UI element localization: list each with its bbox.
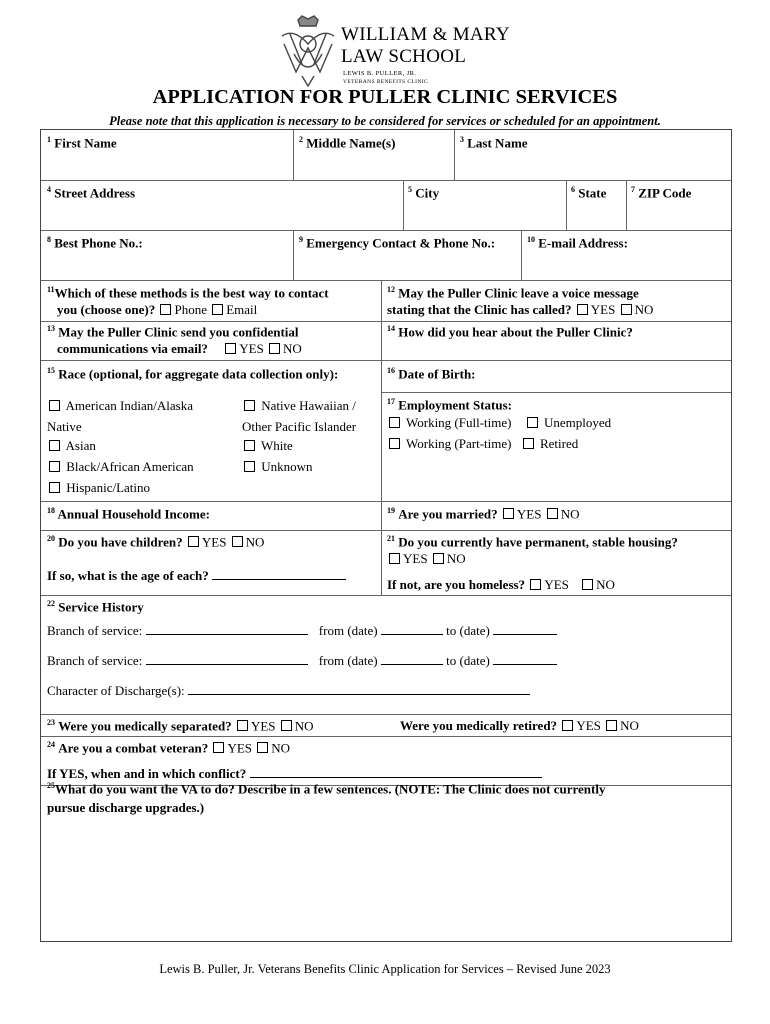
checkbox[interactable] [49,400,60,411]
race-question: $^{15}$ Race (optional, for aggregate data collection only): [47,366,339,382]
combat-yes-checkbox[interactable] [213,742,224,753]
medically-retired-question: Were you medically retired? YES NO [400,718,639,733]
race-option-unknown[interactable]: Unknown [242,459,313,475]
combat-no-checkbox[interactable] [257,742,268,753]
working-full-time-checkbox[interactable] [389,417,400,428]
race-option-hispanic[interactable]: Hispanic/Latino [47,480,150,496]
email-consent-options: communications via email? YES NO [57,341,302,356]
zip-code-field[interactable]: $^7$ ZIP Code [631,185,692,201]
separated-no-checkbox[interactable] [281,720,292,731]
race-option-white[interactable]: White [242,438,293,454]
retired-no-checkbox[interactable] [606,720,617,731]
voice-yes-checkbox[interactable] [577,304,588,315]
page-note: Please note that this application is necessary to be considered for services or scheduled for an appointment. [109,114,661,128]
email-consent-question: $^{13}$ May the Puller Clinic send you confidential [47,324,299,340]
race-option-native-wrap: Native [47,419,82,434]
children-question: $^{20}$ Do you have children? YES NO [47,534,265,550]
contact-method-question: $^{11}$Which of these methods is the best way to contact [47,285,329,301]
page-footer: Lewis B. Puller, Jr. Veterans Benefits Clinic Application for Services – Revised June 2023 [159,962,611,976]
unemployed-checkbox[interactable] [527,417,538,428]
logo-line-1: WILLIAM & MARY [341,24,510,45]
married-question: $^{19}$ Are you married? YES NO [387,506,580,522]
homeless-question: If not, are you homeless? YES NO [387,577,615,592]
housing-yes-checkbox[interactable] [389,553,400,564]
retired-checkbox[interactable] [523,438,534,449]
best-phone-field[interactable]: $^8$ Best Phone No.: [47,235,143,251]
children-yes-checkbox[interactable] [188,536,199,547]
city-field[interactable]: $^5$ City [408,185,440,201]
cypher-crest-icon [276,14,340,88]
checkbox[interactable] [244,461,255,472]
checkbox[interactable] [244,440,255,451]
checkbox[interactable] [49,440,60,451]
email-consent-yes-checkbox[interactable] [225,343,236,354]
separated-yes-checkbox[interactable] [237,720,248,731]
employment-options-row-2: Working (Part-time) Retired [387,436,578,452]
referral-source-field[interactable]: $^{14}$ How did you hear about the Puller Clinic? [387,324,633,340]
race-option-native-hawaiian[interactable]: Native Hawaiian / [242,398,356,414]
service-history-label: $^{22}$ Service History [47,599,144,615]
application-form [40,129,732,942]
email-checkbox[interactable] [212,304,223,315]
state-field[interactable]: $^6$ State [571,185,607,201]
branch-of-service-row-2[interactable]: Branch of service: from (date) to (date) [47,653,557,669]
homeless-no-checkbox[interactable] [582,579,593,590]
email-address-field[interactable]: $^{10}$ E-mail Address: [527,235,628,251]
voice-message-options: stating that the Clinic has called? YES NO [387,302,654,317]
combat-veteran-question: $^{24}$ Are you a combat veteran? YES NO [47,740,291,756]
character-of-discharge-field[interactable]: Character of Discharge(s): [47,683,530,699]
contact-method-options: you (choose one)? Phone Email [57,302,258,317]
housing-no-checkbox[interactable] [433,553,444,564]
logo-sub-line-1: LEWIS B. PULLER, JR. [343,70,417,77]
married-yes-checkbox[interactable] [503,508,514,519]
married-no-checkbox[interactable] [547,508,558,519]
date-of-birth-field[interactable]: $^{16}$ Date of Birth: [387,366,476,382]
va-request-question-line-2: pursue discharge upgrades.) [47,800,205,815]
page-title: APPLICATION FOR PULLER CLINIC SERVICES [152,86,618,108]
voice-message-question: $^{12}$ May the Puller Clinic leave a voice message [387,285,639,301]
employment-status-label: $^{17}$ Employment Status: [387,397,513,413]
street-address-field[interactable]: $^4$ Street Address [47,185,136,201]
employment-options-row-1: Working (Full-time) Unemployed [387,415,611,431]
medically-separated-question: $^{23}$ Were you medically separated? YES NO [47,718,314,734]
homeless-yes-checkbox[interactable] [530,579,541,590]
retired-yes-checkbox[interactable] [562,720,573,731]
household-income-field[interactable]: $^{18}$ Annual Household Income: [47,506,210,522]
checkbox[interactable] [244,400,255,411]
checkbox[interactable] [49,461,60,472]
va-request-question-line-1: $^{25}$What do you want the VA to do? Describe in a few sentences. (NOTE: The Clinic does not currently [47,781,606,797]
logo-sub-line-2: VETERANS BENEFITS CLINIC [343,79,429,85]
first-name-field[interactable]: $^1$ First Name [47,135,117,151]
working-part-time-checkbox[interactable] [389,438,400,449]
race-option-black[interactable]: Black/African American [47,459,194,475]
branch-of-service-row-1[interactable]: Branch of service: from (date) to (date) [47,623,557,639]
conflict-field[interactable]: If YES, when and in which conflict? [47,766,542,782]
middle-name-field[interactable]: $^2$ Middle Name(s) [299,135,396,151]
email-consent-no-checkbox[interactable] [269,343,280,354]
race-option-asian[interactable]: Asian [47,438,96,454]
children-no-checkbox[interactable] [232,536,243,547]
voice-no-checkbox[interactable] [621,304,632,315]
va-request-textarea[interactable] [41,820,731,940]
phone-checkbox[interactable] [160,304,171,315]
emergency-contact-field[interactable]: $^9$ Emergency Contact & Phone No.: [299,235,496,251]
last-name-field[interactable]: $^3$ Last Name [460,135,528,151]
race-option-pacific-wrap: Other Pacific Islander [242,419,357,434]
children-ages-field[interactable]: If so, what is the age of each? [47,568,346,584]
logo-line-2: LAW SCHOOL [341,46,467,67]
checkbox[interactable] [49,482,60,493]
housing-options: YES NO [387,551,466,567]
race-option-american-indian[interactable]: American Indian/Alaska [47,398,193,414]
housing-question: $^{21}$ Do you currently have permanent, stable housing? [387,534,678,550]
